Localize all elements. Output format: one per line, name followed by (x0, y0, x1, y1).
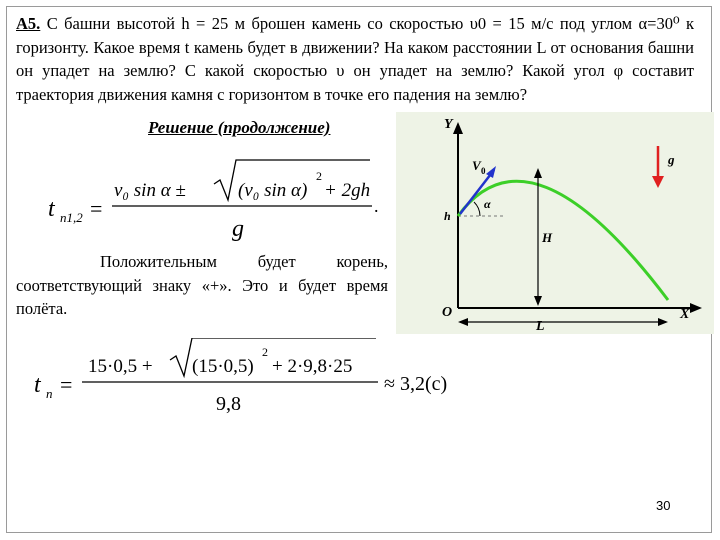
H-label: H (542, 230, 553, 245)
problem-number: А5. (16, 14, 41, 33)
g-label: g (668, 152, 675, 167)
formula2-radicand-base: (15·0,5) (192, 356, 254, 377)
x-axis-label: X (680, 307, 690, 322)
formula1-t: t (48, 196, 55, 222)
formula1-radicand-base: (v₀ sin α) (238, 180, 308, 201)
figure-background (396, 112, 714, 334)
roots-formula (44, 158, 394, 248)
formula2-t: t (34, 372, 41, 398)
origin-label: O (442, 305, 453, 320)
formula2-radicand-tail: + 2·9,8·25 (272, 356, 353, 377)
explanation-paragraph: Положительным будет корень, соответствующий знаку «+». Это и будет время полёта. (16, 252, 388, 318)
problem-statement (16, 12, 694, 106)
h-label: h (444, 209, 451, 223)
page-number: 30 (656, 498, 671, 513)
solution-subtitle: Решение (продолжение) (148, 118, 331, 137)
v0-sub: 0 (481, 166, 486, 176)
trajectory-figure (396, 112, 714, 334)
formula2-num-first: 15·0,5 + (88, 356, 153, 377)
formula1-radicand-exp: 2 (316, 169, 322, 183)
formula1-dot: . (374, 196, 379, 216)
alpha-label: α (484, 197, 491, 211)
flight-time-formula (30, 338, 490, 418)
L-label: L (536, 319, 545, 334)
formula2-result: ≈ 3,2(с) (384, 373, 448, 395)
problem-text: С башни высотой h = 25 м брошен камень со скоростью υ0 = 15 м/с под углом α=30⁰ к горизонту. Какое время t камень будет в движении? На каком расстоянии L от основания башни он упадет на землю? С какой скоростью υ он упадет на землю? Какой угол φ составит траектория движения камня с горизонтом в точке его падения на землю? (16, 14, 694, 104)
formula2-eq: = (60, 372, 73, 397)
formula2-sub: п (46, 386, 53, 401)
formula2-denominator: 9,8 (216, 393, 241, 415)
y-axis-label: Y (444, 117, 453, 132)
formula1-num-first: v₀ sin α ± (114, 180, 186, 201)
formula1-radicand-tail: + 2gh (324, 180, 371, 201)
v0-label: V (472, 158, 481, 173)
formula1-sub: п1,2 (60, 210, 83, 225)
formula2-radicand-exp: 2 (262, 345, 268, 359)
formula1-eq: = (90, 196, 103, 221)
formula1-denominator: g (232, 216, 244, 242)
